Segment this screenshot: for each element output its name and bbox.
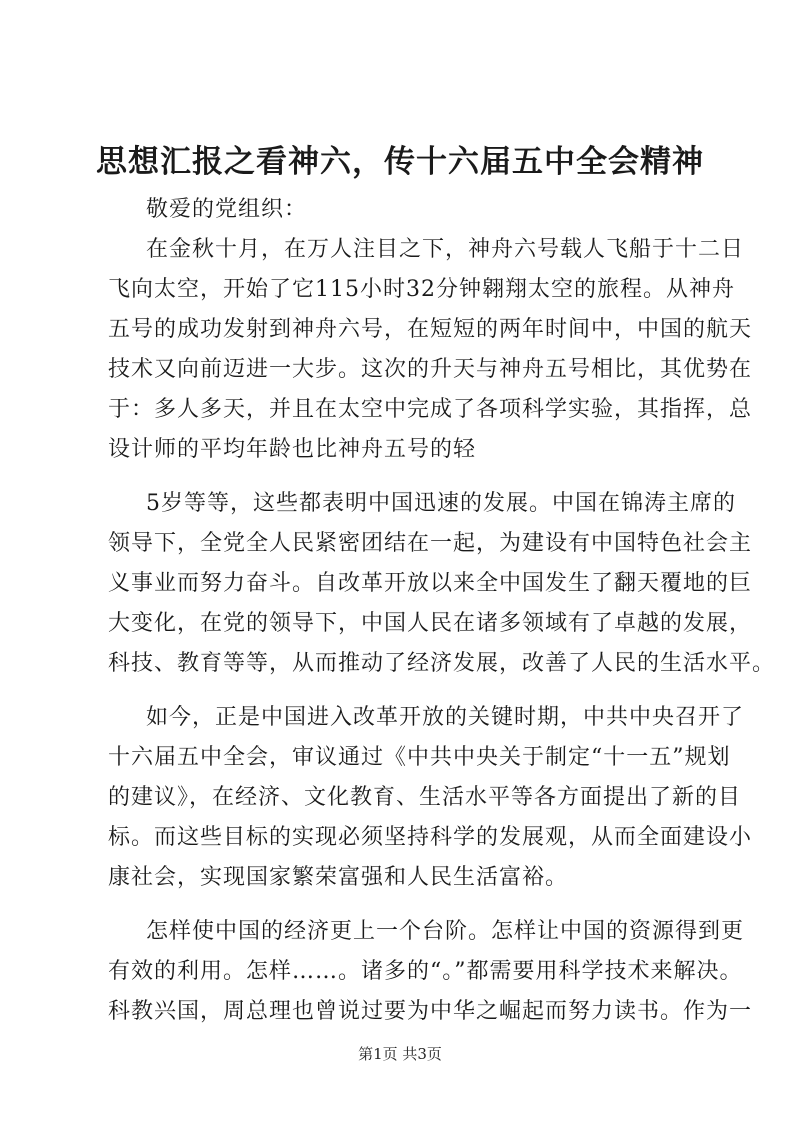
paragraph-line: 有效的利用。怎样……。诸多的“。”都需要用科学技术来解决。 [108, 959, 743, 984]
paragraph-2 [108, 484, 776, 684]
paragraph-line: 义事业而努力奋斗。自改革开放以来全中国发生了翻天覆地的巨 [108, 571, 753, 596]
paragraph-line: 设计师的平均年龄也比神舟五号的轻 [108, 437, 477, 462]
paragraph-line: 标。而这些目标的实现必须坚持科学的发展观，从而全面建设小 [108, 825, 753, 850]
paragraph-line: 技术又向前迈进一大步。这次的升天与神舟五号相比，其优势在 [108, 357, 753, 382]
paragraph-3 [108, 698, 753, 898]
paragraph-line: 科教兴国，周总理也曾说过要为中华之崛起而努力读书。作为一 [108, 999, 753, 1024]
paragraph-line: 5岁等等，这些都表明中国迅速的发展。中国在锦涛主席的 [146, 491, 736, 516]
paragraph-line: 科技、教育等等，从而推动了经济发展，改善了人民的生活水平。 [108, 651, 776, 676]
paragraph-line: 如今，正是中国进入改革开放的关键时期，中共中央召开了 [146, 705, 745, 730]
paragraph-line: 飞向太空，开始了它115小时32分钟翱翔太空的旅程。从神舟 [108, 277, 735, 302]
salutation: 敬爱的党组织： [146, 197, 308, 222]
paragraph-line: 康社会，实现国家繁荣富强和人民生活富裕。 [108, 865, 569, 890]
paragraph-line: 领导下，全党全人民紧密团结在一起，为建设有中国特色社会主 [108, 531, 753, 556]
paragraph-4 [108, 912, 753, 1032]
paragraph-line: 五号的成功发射到神舟六号，在短短的两年时间中，中国的航天 [108, 317, 753, 342]
paragraph-line: 大变化，在党的领导下，中国人民在诸多领域有了卓越的发展， [108, 611, 753, 636]
document-title: 思想汇报之看神六，传十六届五中全会精神 [96, 144, 704, 180]
paragraph-line: 的建议》，在经济、文化教育、生活水平等各方面提出了新的目 [108, 785, 742, 810]
document-body [108, 190, 776, 1032]
paragraph-line: 于：多人多天，并且在太空中完成了各项科学实验，其指挥，总 [108, 397, 753, 422]
paragraph-line: 十六届五中全会，审议通过《中共中央关于制定“十一五”规划 [108, 745, 731, 770]
page-number-footer: 第1页 共3页 [358, 1045, 442, 1063]
paragraph-1 [108, 230, 753, 470]
paragraph-line: 怎样使中国的经济更上一个台阶。怎样让中国的资源得到更 [146, 919, 745, 944]
paragraph-line: 在金秋十月，在万人注目之下，神舟六号载人飞船于十二日 [146, 237, 745, 262]
